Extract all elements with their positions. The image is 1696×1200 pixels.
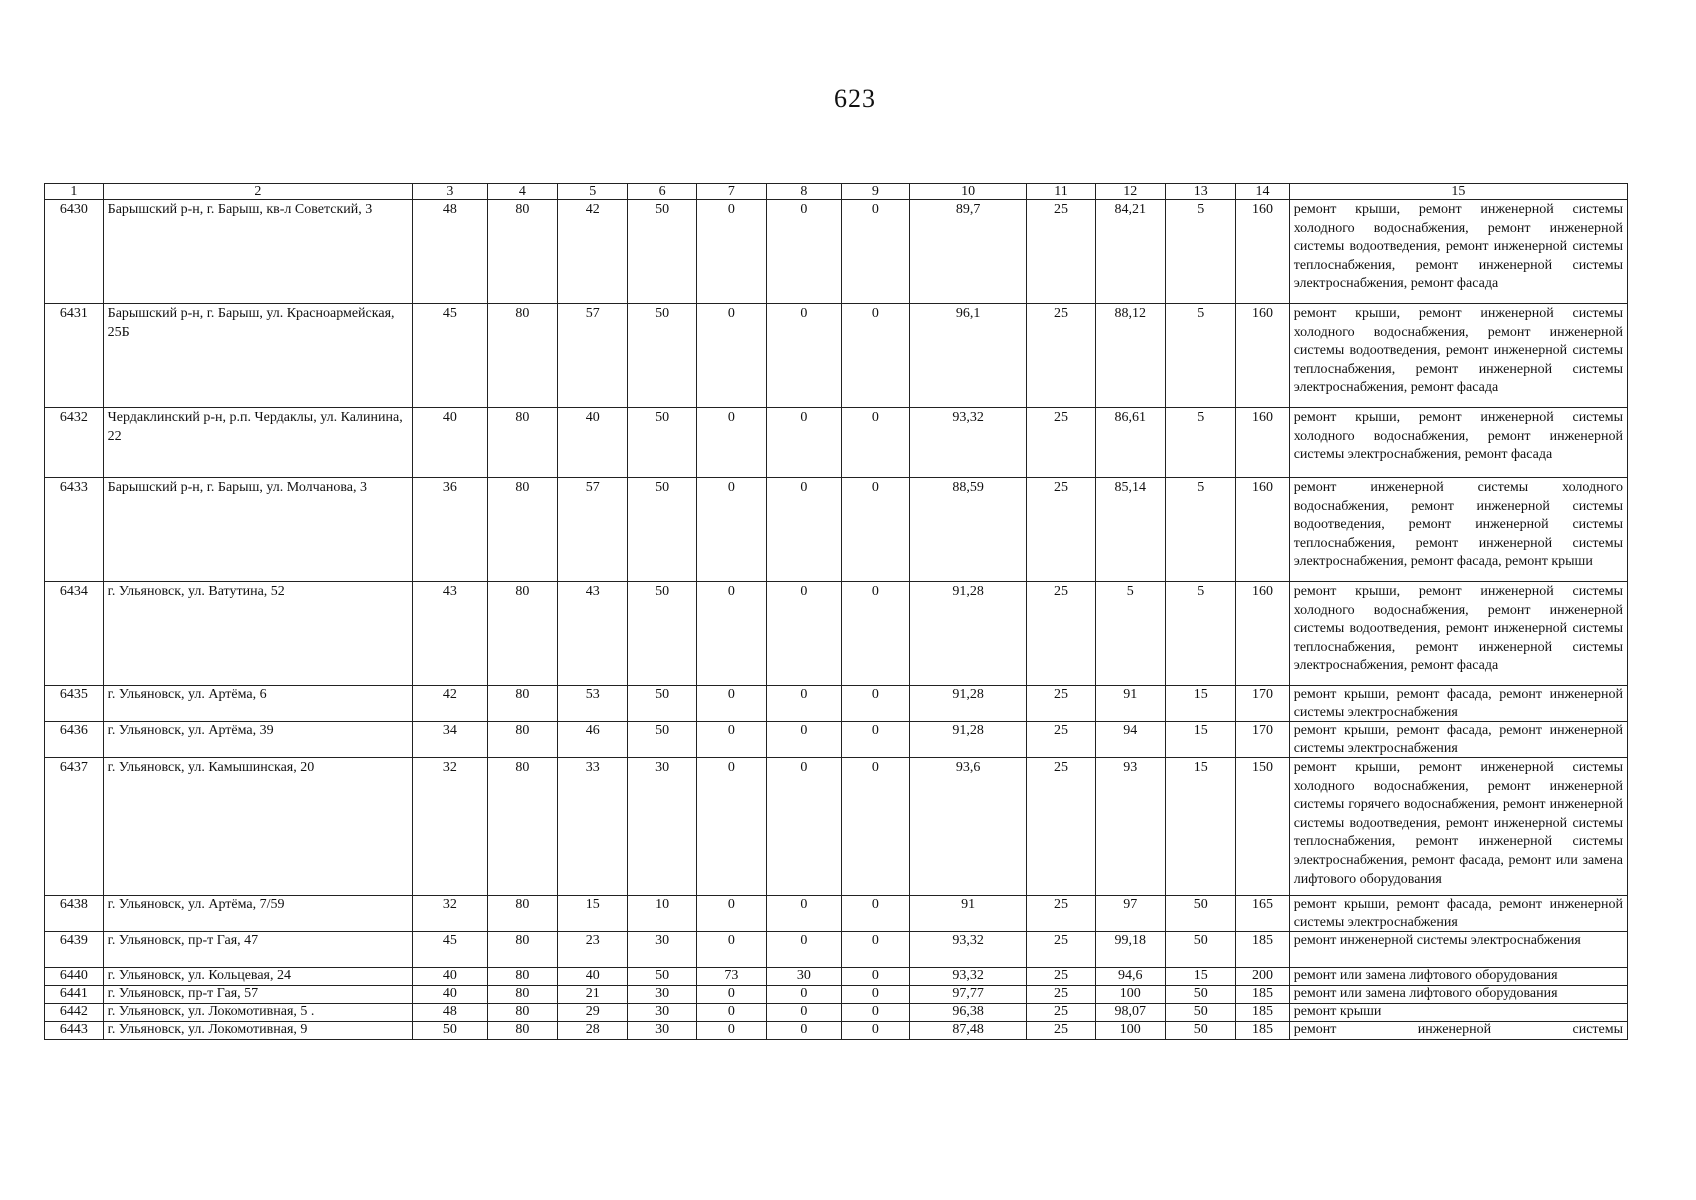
value-cell: 93,32 [910, 932, 1027, 968]
value-cell: 43 [413, 582, 488, 686]
row-number: 6440 [45, 968, 104, 986]
column-header: 11 [1027, 184, 1095, 200]
row-number: 6434 [45, 582, 104, 686]
works-cell: ремонт инженерной системы электроснабжения [1289, 932, 1627, 968]
row-number: 6436 [45, 722, 104, 758]
register-table [44, 183, 1628, 1040]
value-cell: 0 [767, 304, 842, 408]
value-cell: 93 [1095, 758, 1165, 896]
row-number: 6430 [45, 200, 104, 304]
row-number: 6439 [45, 932, 104, 968]
value-cell: 80 [487, 408, 557, 478]
value-cell: 25 [1027, 968, 1095, 986]
value-cell: 25 [1027, 1004, 1095, 1022]
value-cell: 25 [1027, 408, 1095, 478]
value-cell: 45 [413, 932, 488, 968]
value-cell: 40 [558, 968, 628, 986]
value-cell: 0 [841, 582, 909, 686]
value-cell: 30 [628, 986, 696, 1004]
value-cell: 30 [628, 932, 696, 968]
value-cell: 15 [1166, 686, 1236, 722]
value-cell: 84,21 [1095, 200, 1165, 304]
value-cell: 96,1 [910, 304, 1027, 408]
table-row [45, 582, 1628, 686]
value-cell: 80 [487, 896, 557, 932]
value-cell: 80 [487, 304, 557, 408]
address-cell: Чердаклинский р-н, р.п. Чердаклы, ул. Калинина, 22 [103, 408, 412, 478]
value-cell: 57 [558, 304, 628, 408]
value-cell: 0 [841, 986, 909, 1004]
address-cell: Барышский р-н, г. Барыш, ул. Красноармейская, 25Б [103, 304, 412, 408]
value-cell: 15 [1166, 968, 1236, 986]
value-cell: 100 [1095, 986, 1165, 1004]
value-cell: 185 [1236, 1004, 1289, 1022]
value-cell: 94,6 [1095, 968, 1165, 986]
value-cell: 0 [841, 1022, 909, 1040]
value-cell: 170 [1236, 722, 1289, 758]
column-header: 14 [1236, 184, 1289, 200]
value-cell: 91,28 [910, 722, 1027, 758]
page-number: 623 [834, 84, 876, 113]
value-cell: 34 [413, 722, 488, 758]
table-row [45, 1004, 1628, 1022]
value-cell: 0 [696, 304, 766, 408]
value-cell: 96,38 [910, 1004, 1027, 1022]
value-cell: 98,07 [1095, 1004, 1165, 1022]
value-cell: 0 [696, 1022, 766, 1040]
value-cell: 86,61 [1095, 408, 1165, 478]
value-cell: 25 [1027, 932, 1095, 968]
value-cell: 0 [841, 758, 909, 896]
value-cell: 28 [558, 1022, 628, 1040]
value-cell: 160 [1236, 582, 1289, 686]
table-row [45, 1022, 1628, 1040]
value-cell: 0 [767, 1004, 842, 1022]
value-cell: 0 [841, 304, 909, 408]
column-header: 10 [910, 184, 1027, 200]
value-cell: 0 [696, 758, 766, 896]
value-cell: 50 [628, 200, 696, 304]
value-cell: 42 [413, 686, 488, 722]
column-header: 5 [558, 184, 628, 200]
value-cell: 91 [910, 896, 1027, 932]
value-cell: 0 [767, 582, 842, 686]
value-cell: 93,6 [910, 758, 1027, 896]
row-number: 6435 [45, 686, 104, 722]
value-cell: 80 [487, 478, 557, 582]
value-cell: 50 [628, 408, 696, 478]
value-cell: 25 [1027, 200, 1095, 304]
value-cell: 40 [413, 986, 488, 1004]
value-cell: 5 [1166, 408, 1236, 478]
table-row [45, 896, 1628, 932]
column-header: 1 [45, 184, 104, 200]
value-cell: 160 [1236, 408, 1289, 478]
value-cell: 0 [696, 896, 766, 932]
value-cell: 88,59 [910, 478, 1027, 582]
works-cell: ремонт инженерной системы [1289, 1022, 1627, 1040]
column-header: 13 [1166, 184, 1236, 200]
value-cell: 40 [558, 408, 628, 478]
value-cell: 0 [696, 686, 766, 722]
value-cell: 185 [1236, 1022, 1289, 1040]
value-cell: 0 [767, 478, 842, 582]
row-number: 6433 [45, 478, 104, 582]
value-cell: 32 [413, 758, 488, 896]
value-cell: 170 [1236, 686, 1289, 722]
value-cell: 0 [767, 896, 842, 932]
value-cell: 50 [628, 722, 696, 758]
value-cell: 87,48 [910, 1022, 1027, 1040]
value-cell: 0 [841, 932, 909, 968]
value-cell: 5 [1166, 200, 1236, 304]
value-cell: 29 [558, 1004, 628, 1022]
value-cell: 185 [1236, 932, 1289, 968]
address-cell: Барышский р-н, г. Барыш, кв-л Советский, 3 [103, 200, 412, 304]
value-cell: 50 [1166, 1004, 1236, 1022]
value-cell: 50 [1166, 896, 1236, 932]
row-number: 6443 [45, 1022, 104, 1040]
value-cell: 25 [1027, 582, 1095, 686]
value-cell: 80 [487, 686, 557, 722]
value-cell: 40 [413, 408, 488, 478]
value-cell: 50 [628, 968, 696, 986]
value-cell: 0 [767, 722, 842, 758]
value-cell: 97,77 [910, 986, 1027, 1004]
value-cell: 0 [841, 686, 909, 722]
value-cell: 5 [1095, 582, 1165, 686]
table-row [45, 200, 1628, 304]
value-cell: 50 [1166, 986, 1236, 1004]
value-cell: 30 [767, 968, 842, 986]
value-cell: 15 [558, 896, 628, 932]
value-cell: 50 [1166, 932, 1236, 968]
value-cell: 80 [487, 986, 557, 1004]
value-cell: 0 [767, 758, 842, 896]
value-cell: 0 [841, 896, 909, 932]
column-header: 6 [628, 184, 696, 200]
value-cell: 0 [841, 968, 909, 986]
works-cell: ремонт крыши [1289, 1004, 1627, 1022]
table-body [45, 200, 1628, 1040]
works-cell: ремонт крыши, ремонт инженерной системы холодного водоснабжения, ремонт инженерной системы водоотведения, ремонт инженерной системы теплоснабжения, ремонт инженерной системы электроснабжения, ремонт фасада [1289, 200, 1627, 304]
value-cell: 42 [558, 200, 628, 304]
value-cell: 50 [413, 1022, 488, 1040]
value-cell: 57 [558, 478, 628, 582]
address-cell: г. Ульяновск, ул. Артёма, 6 [103, 686, 412, 722]
table-row [45, 686, 1628, 722]
row-number: 6441 [45, 986, 104, 1004]
value-cell: 94 [1095, 722, 1165, 758]
table-row [45, 478, 1628, 582]
value-cell: 73 [696, 968, 766, 986]
column-header: 9 [841, 184, 909, 200]
header-row [45, 184, 1628, 200]
value-cell: 160 [1236, 304, 1289, 408]
column-header: 15 [1289, 184, 1627, 200]
address-cell: г. Ульяновск, пр-т Гая, 57 [103, 986, 412, 1004]
address-cell: г. Ульяновск, ул. Артёма, 7/59 [103, 896, 412, 932]
value-cell: 30 [628, 1004, 696, 1022]
row-number: 6431 [45, 304, 104, 408]
value-cell: 0 [767, 1022, 842, 1040]
works-cell: ремонт крыши, ремонт инженерной системы холодного водоснабжения, ремонт инженерной системы горячего водоснабжения, ремонт инженерной системы водоотведения, ремонт инженерной системы теплоснабжения, ремонт инженерной системы электроснабжения, ремонт фасада, ремонт или замена лифтового оборудования [1289, 758, 1627, 896]
works-cell: ремонт инженерной системы холодного водоснабжения, ремонт инженерной системы водоотведения, ремонт инженерной системы теплоснабжения, ремонт инженерной системы электроснабжения, ремонт фасада, ремонт крыши [1289, 478, 1627, 582]
value-cell: 93,32 [910, 408, 1027, 478]
value-cell: 91 [1095, 686, 1165, 722]
value-cell: 0 [767, 986, 842, 1004]
address-cell: г. Ульяновск, пр-т Гая, 47 [103, 932, 412, 968]
value-cell: 50 [1166, 1022, 1236, 1040]
value-cell: 185 [1236, 986, 1289, 1004]
value-cell: 160 [1236, 478, 1289, 582]
works-cell: ремонт крыши, ремонт фасада, ремонт инженерной системы электроснабжения [1289, 896, 1627, 932]
value-cell: 23 [558, 932, 628, 968]
row-number: 6438 [45, 896, 104, 932]
value-cell: 93,32 [910, 968, 1027, 986]
value-cell: 0 [767, 408, 842, 478]
value-cell: 32 [413, 896, 488, 932]
value-cell: 91,28 [910, 686, 1027, 722]
value-cell: 80 [487, 758, 557, 896]
value-cell: 97 [1095, 896, 1165, 932]
value-cell: 80 [487, 722, 557, 758]
value-cell: 10 [628, 896, 696, 932]
value-cell: 46 [558, 722, 628, 758]
value-cell: 25 [1027, 686, 1095, 722]
table-row [45, 758, 1628, 896]
value-cell: 80 [487, 932, 557, 968]
value-cell: 25 [1027, 722, 1095, 758]
value-cell: 53 [558, 686, 628, 722]
value-cell: 88,12 [1095, 304, 1165, 408]
value-cell: 99,18 [1095, 932, 1165, 968]
value-cell: 89,7 [910, 200, 1027, 304]
address-cell: г. Ульяновск, ул. Кольцевая, 24 [103, 968, 412, 986]
value-cell: 25 [1027, 304, 1095, 408]
value-cell: 80 [487, 582, 557, 686]
value-cell: 15 [1166, 722, 1236, 758]
table-row [45, 986, 1628, 1004]
value-cell: 80 [487, 1022, 557, 1040]
value-cell: 85,14 [1095, 478, 1165, 582]
works-cell: ремонт крыши, ремонт фасада, ремонт инженерной системы электроснабжения [1289, 686, 1627, 722]
column-header: 3 [413, 184, 488, 200]
value-cell: 150 [1236, 758, 1289, 896]
value-cell: 15 [1166, 758, 1236, 896]
value-cell: 25 [1027, 758, 1095, 896]
value-cell: 80 [487, 200, 557, 304]
column-header: 4 [487, 184, 557, 200]
value-cell: 0 [767, 932, 842, 968]
column-header: 7 [696, 184, 766, 200]
works-cell: ремонт крыши, ремонт инженерной системы холодного водоснабжения, ремонт инженерной системы водоотведения, ремонт инженерной системы теплоснабжения, ремонт инженерной системы электроснабжения, ремонт фасада [1289, 304, 1627, 408]
value-cell: 25 [1027, 896, 1095, 932]
row-number: 6442 [45, 1004, 104, 1022]
value-cell: 5 [1166, 478, 1236, 582]
address-cell: г. Ульяновск, ул. Локомотивная, 9 [103, 1022, 412, 1040]
value-cell: 0 [696, 478, 766, 582]
value-cell: 30 [628, 1022, 696, 1040]
value-cell: 0 [696, 408, 766, 478]
value-cell: 0 [696, 582, 766, 686]
address-cell: г. Ульяновск, ул. Ватутина, 52 [103, 582, 412, 686]
value-cell: 0 [767, 200, 842, 304]
value-cell: 33 [558, 758, 628, 896]
table-row [45, 408, 1628, 478]
column-header: 12 [1095, 184, 1165, 200]
value-cell: 25 [1027, 986, 1095, 1004]
column-header: 2 [103, 184, 412, 200]
value-cell: 50 [628, 478, 696, 582]
value-cell: 50 [628, 686, 696, 722]
value-cell: 5 [1166, 304, 1236, 408]
value-cell: 100 [1095, 1022, 1165, 1040]
value-cell: 48 [413, 200, 488, 304]
works-cell: ремонт крыши, ремонт инженерной системы холодного водоснабжения, ремонт инженерной системы электроснабжения, ремонт фасада [1289, 408, 1627, 478]
value-cell: 21 [558, 986, 628, 1004]
works-cell: ремонт или замена лифтового оборудования [1289, 986, 1627, 1004]
table-row [45, 932, 1628, 968]
value-cell: 0 [767, 686, 842, 722]
table-row [45, 304, 1628, 408]
value-cell: 48 [413, 1004, 488, 1022]
value-cell: 165 [1236, 896, 1289, 932]
value-cell: 25 [1027, 1022, 1095, 1040]
value-cell: 40 [413, 968, 488, 986]
value-cell: 0 [841, 200, 909, 304]
row-number: 6437 [45, 758, 104, 896]
value-cell: 5 [1166, 582, 1236, 686]
value-cell: 80 [487, 1004, 557, 1022]
address-cell: г. Ульяновск, ул. Камышинская, 20 [103, 758, 412, 896]
value-cell: 0 [696, 200, 766, 304]
works-cell: ремонт крыши, ремонт инженерной системы холодного водоснабжения, ремонт инженерной системы водоотведения, ремонт инженерной системы теплоснабжения, ремонт инженерной системы электроснабжения, ремонт фасада [1289, 582, 1627, 686]
value-cell: 0 [841, 1004, 909, 1022]
value-cell: 45 [413, 304, 488, 408]
value-cell: 36 [413, 478, 488, 582]
column-header: 8 [767, 184, 842, 200]
value-cell: 50 [628, 304, 696, 408]
table-row [45, 968, 1628, 986]
value-cell: 0 [696, 986, 766, 1004]
value-cell: 43 [558, 582, 628, 686]
value-cell: 0 [696, 1004, 766, 1022]
value-cell: 91,28 [910, 582, 1027, 686]
address-cell: г. Ульяновск, ул. Локомотивная, 5 . [103, 1004, 412, 1022]
value-cell: 25 [1027, 478, 1095, 582]
address-cell: Барышский р-н, г. Барыш, ул. Молчанова, 3 [103, 478, 412, 582]
value-cell: 30 [628, 758, 696, 896]
table-row [45, 722, 1628, 758]
value-cell: 0 [696, 932, 766, 968]
value-cell: 50 [628, 582, 696, 686]
value-cell: 80 [487, 968, 557, 986]
works-cell: ремонт или замена лифтового оборудования [1289, 968, 1627, 986]
value-cell: 0 [841, 478, 909, 582]
address-cell: г. Ульяновск, ул. Артёма, 39 [103, 722, 412, 758]
works-cell: ремонт крыши, ремонт фасада, ремонт инженерной системы электроснабжения [1289, 722, 1627, 758]
value-cell: 200 [1236, 968, 1289, 986]
value-cell: 0 [841, 408, 909, 478]
value-cell: 0 [841, 722, 909, 758]
row-number: 6432 [45, 408, 104, 478]
value-cell: 0 [696, 722, 766, 758]
value-cell: 160 [1236, 200, 1289, 304]
